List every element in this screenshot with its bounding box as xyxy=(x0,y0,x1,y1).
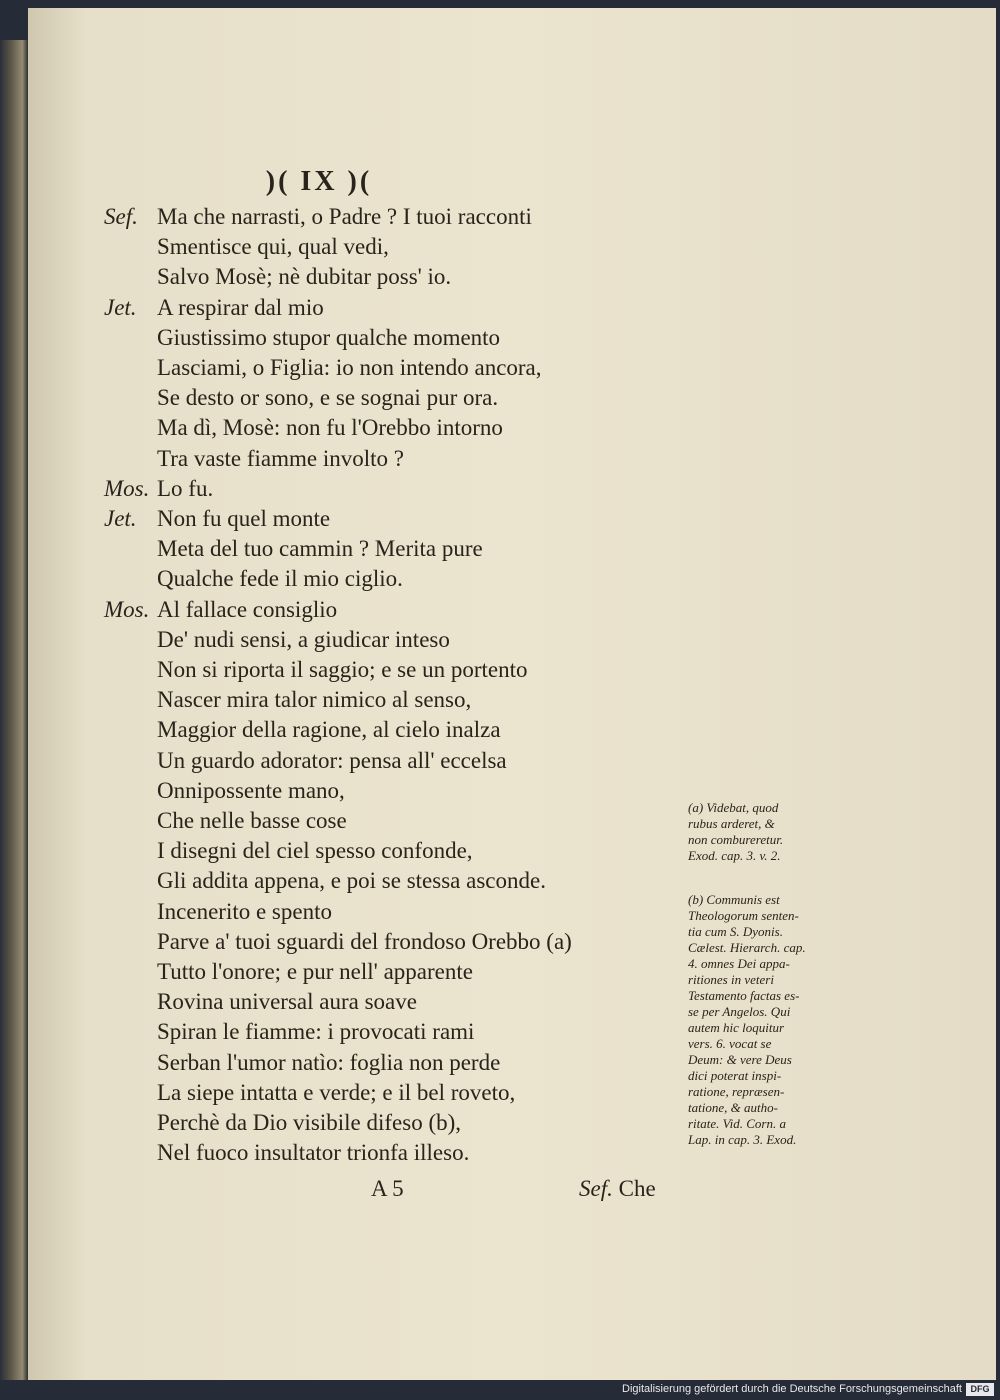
footnote-line: Cælest. Hierarch. cap. xyxy=(688,940,806,955)
footnote-line: dici poterat inspi- xyxy=(688,1068,782,1083)
verse-line: Nascer mira talor nimico al senso, xyxy=(157,687,472,712)
speaker-label: Mos. xyxy=(104,597,150,622)
footnote-b xyxy=(688,892,863,1148)
verse-line: De' nudi sensi, a giudicar inteso xyxy=(157,627,450,652)
verse-line: Maggior della ragione, al cielo inalza xyxy=(157,717,501,742)
verse-line: Meta del tuo cammin ? Merita pure xyxy=(157,536,483,561)
verse-line: Se desto or sono, e se sognai pur ora. xyxy=(157,385,499,410)
catchword-text: Che xyxy=(618,1176,656,1201)
verse-line: Lasciami, o Figlia: io non intendo ancora, xyxy=(157,355,542,380)
verse-line: Spiran le fiamme: i provocati rami xyxy=(157,1019,475,1044)
verse-line: Serban l'umor natìo: foglia non perde xyxy=(157,1050,501,1075)
speaker-label: Jet. xyxy=(104,295,137,320)
book-page xyxy=(28,8,996,1380)
footnote-line: autem hic loquitur xyxy=(688,1020,785,1035)
footnote-a xyxy=(688,800,863,864)
verse-line: A respirar dal mio xyxy=(157,295,324,320)
verse-line: Parve a' tuoi sguardi del frondoso Orebbo (a) xyxy=(157,929,572,954)
footnote-line: ritiones in veteri xyxy=(688,972,774,987)
verse-line: Un guardo adorator: pensa all' eccelsa xyxy=(157,748,507,773)
footnote-line: vers. 6. vocat se xyxy=(688,1036,772,1051)
footnote-line: (b) Communis est xyxy=(688,892,780,907)
verse-line: La siepe intatta e verde; e il bel roveto, xyxy=(157,1080,516,1105)
verse-line: Qualche fede il mio ciglio. xyxy=(157,566,403,591)
catchword-speaker: Sef. xyxy=(579,1176,613,1201)
verse-line: Tutto l'onore; e pur nell' apparente xyxy=(157,959,473,984)
catchword xyxy=(579,1176,656,1202)
footnote-line: Theologorum senten- xyxy=(688,908,799,923)
footnote-line: Deum: & vere Deus xyxy=(688,1052,792,1067)
footnote-line: non combureretur. xyxy=(688,832,784,847)
footnote-line: Lap. in cap. 3. Exod. xyxy=(688,1132,797,1147)
footnote-line: tia cum S. Dyonis. xyxy=(688,924,783,939)
verse-line: Gli addita appena, e poi se stessa asconde. xyxy=(157,868,546,893)
signature-mark: A 5 xyxy=(371,1176,404,1201)
verse-line: Ma che narrasti, o Padre ? I tuoi racconti xyxy=(157,204,532,229)
verse-line: Rovina universal aura soave xyxy=(157,989,417,1014)
speaker-label: Sef. xyxy=(104,204,138,229)
page-header: )( IX )( xyxy=(265,166,373,197)
speaker-label: Mos. xyxy=(104,476,150,501)
footnote-line: rubus arderet, & xyxy=(688,816,775,831)
footnote-line: ritate. Vid. Corn. a xyxy=(688,1116,786,1131)
footnote-line: 4. omnes Dei appa- xyxy=(688,956,790,971)
footnote-line: Testamento factas es- xyxy=(688,988,800,1003)
verse-line: Che nelle basse cose xyxy=(157,808,347,833)
verse-line: Non fu quel monte xyxy=(157,506,331,531)
footnote-line: ratione, repræsen- xyxy=(688,1084,785,1099)
verse-line: Smentisce qui, qual vedi, xyxy=(157,234,389,259)
footnote-line: se per Angelos. Qui xyxy=(688,1004,791,1019)
verse-line: Lo fu. xyxy=(157,476,214,501)
funding-credit: Digitalisierung gefördert durch die Deutsche Forschungsgemeinschaft xyxy=(622,1383,962,1395)
footnote-line: Exod. cap. 3. v. 2. xyxy=(688,848,781,863)
verse-line: Tra vaste fiamme involto ? xyxy=(157,446,404,471)
book-spine-edge xyxy=(0,40,28,1380)
dfg-logo: DFG xyxy=(966,1383,994,1396)
verse-line: Incenerito e spento xyxy=(157,899,332,924)
verse-line: Giustissimo stupor qualche momento xyxy=(157,325,501,350)
verse-line: Al fallace consiglio xyxy=(157,597,338,622)
verse-line: Non si riporta il saggio; e se un portento xyxy=(157,657,528,682)
speaker-label: Jet. xyxy=(104,506,137,531)
verse-line: I disegni del ciel spesso confonde, xyxy=(157,838,473,863)
verse-line: Salvo Mosè; nè dubitar poss' io. xyxy=(157,264,452,289)
verse-line: Perchè da Dio visibile difeso (b), xyxy=(157,1110,462,1135)
footnote-line: (a) Videbat, quod xyxy=(688,800,779,815)
verse-line: Onnipossente mano, xyxy=(157,778,345,803)
verse-line: Nel fuoco insultator trionfa illeso. xyxy=(157,1140,470,1165)
footnote-line: tatione, & autho- xyxy=(688,1100,778,1115)
verse-line: Ma dì, Mosè: non fu l'Orebbo intorno xyxy=(157,415,503,440)
